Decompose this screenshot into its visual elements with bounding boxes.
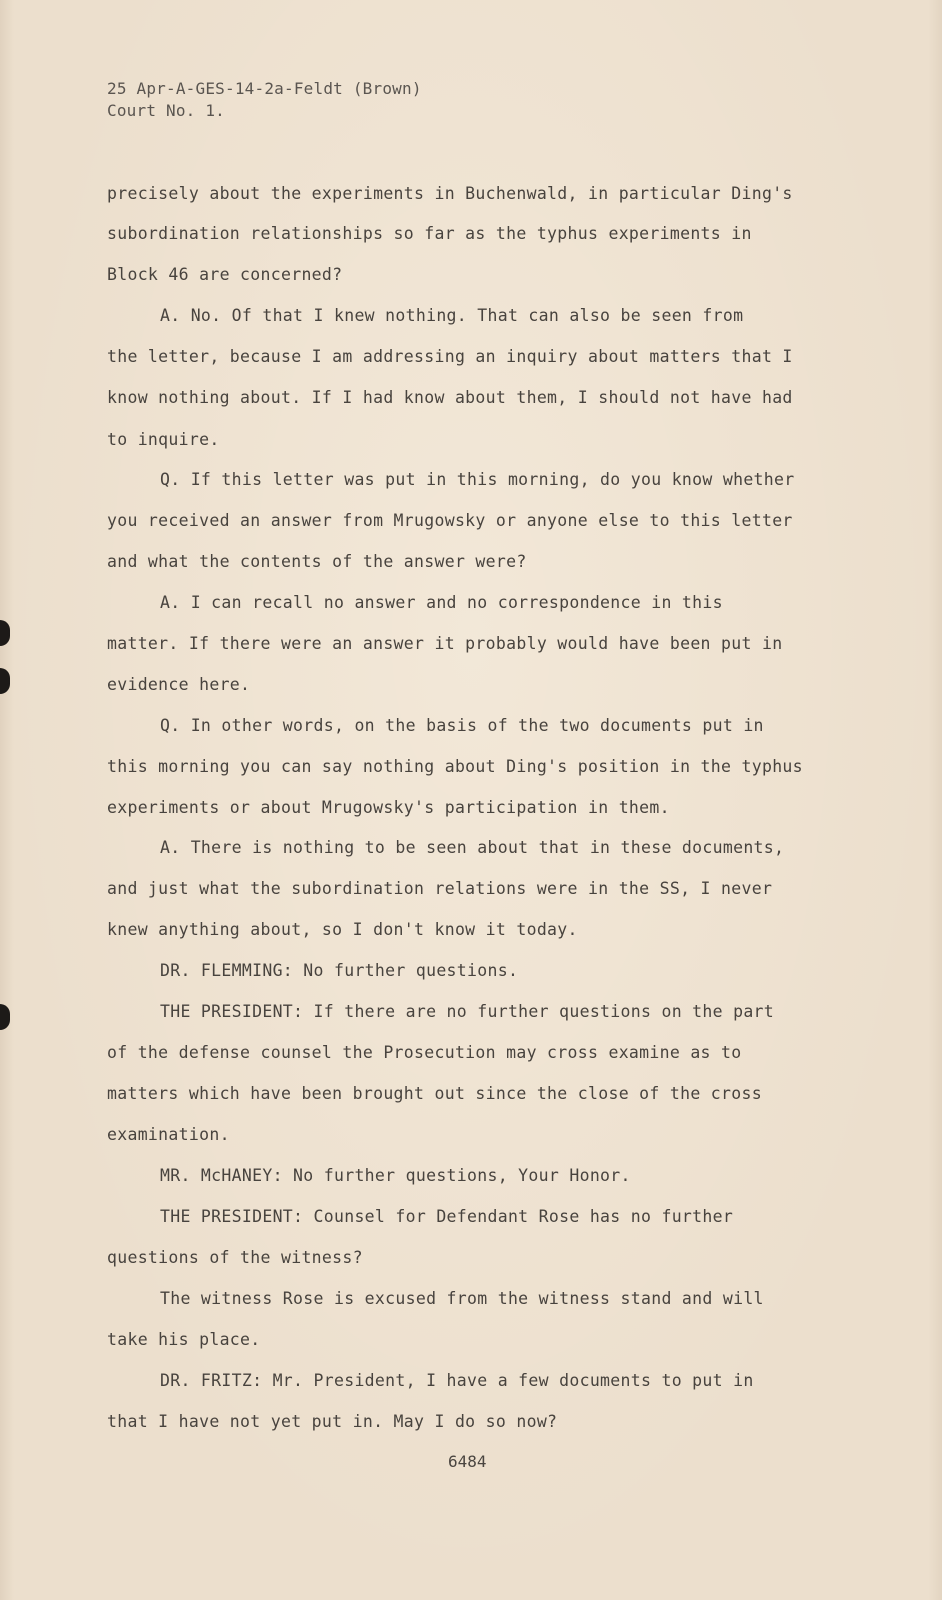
text-line: Q. If this letter was put in this morning, do you know whether (160, 470, 795, 489)
text-line: A. No. Of that I knew nothing. That can also be seen from (160, 306, 744, 325)
text-line: that I have not yet put in. May I do so now? (107, 1412, 558, 1431)
text-line: subordination relationships so far as the typhus experiments in (107, 224, 752, 243)
text-line: know nothing about. If I had know about them, I should not have had (107, 388, 793, 407)
text-line: take his place. (107, 1330, 261, 1349)
text-line: experiments or about Mrugowsky's participation in them. (107, 798, 670, 817)
text-line: THE PRESIDENT: Counsel for Defendant Rose has no further (160, 1207, 734, 1226)
text-line: DR. FRITZ: Mr. President, I have a few documents to put in (160, 1371, 754, 1390)
text-line: to inquire. (107, 430, 220, 449)
text-line: you received an answer from Mrugowsky or anyone else to this letter (107, 511, 793, 530)
text-line: MR. McHANEY: No further questions, Your Honor. (160, 1166, 631, 1185)
header-case-line: 25 Apr-A-GES-14-2a-Feldt (Brown) (107, 79, 422, 98)
punch-hole (0, 668, 10, 694)
text-line: matter. If there were an answer it probably would have been put in (107, 634, 783, 653)
text-line: DR. FLEMMING: No further questions. (160, 961, 519, 980)
text-line: A. I can recall no answer and no correspondence in this (160, 593, 723, 612)
text-line: knew anything about, so I don't know it today. (107, 920, 578, 939)
text-line: and what the contents of the answer were? (107, 552, 527, 571)
text-line: this morning you can say nothing about Ding's position in the typhus (107, 757, 803, 776)
text-line: Block 46 are concerned? (107, 265, 343, 284)
text-line: A. There is nothing to be seen about that in these documents, (160, 838, 785, 857)
punch-hole (0, 620, 10, 646)
text-line: of the defense counsel the Prosecution may cross examine as to (107, 1043, 742, 1062)
text-line: evidence here. (107, 675, 251, 694)
header-court-line: Court No. 1. (107, 101, 225, 120)
text-line: and just what the subordination relations were in the SS, I never (107, 879, 773, 898)
page-number: 6484 (448, 1452, 487, 1471)
text-line: precisely about the experiments in Buchenwald, in particular Ding's (107, 184, 793, 203)
text-line: THE PRESIDENT: If there are no further questions on the part (160, 1002, 775, 1021)
text-line: The witness Rose is excused from the witness stand and will (160, 1289, 764, 1308)
text-line: examination. (107, 1125, 230, 1144)
text-line: questions of the witness? (107, 1248, 363, 1267)
document-header (107, 78, 422, 122)
punch-hole (0, 1004, 10, 1030)
text-line: matters which have been brought out since the close of the cross (107, 1084, 762, 1103)
text-line: the letter, because I am addressing an inquiry about matters that I (107, 347, 793, 366)
text-line: Q. In other words, on the basis of the two documents put in (160, 716, 764, 735)
